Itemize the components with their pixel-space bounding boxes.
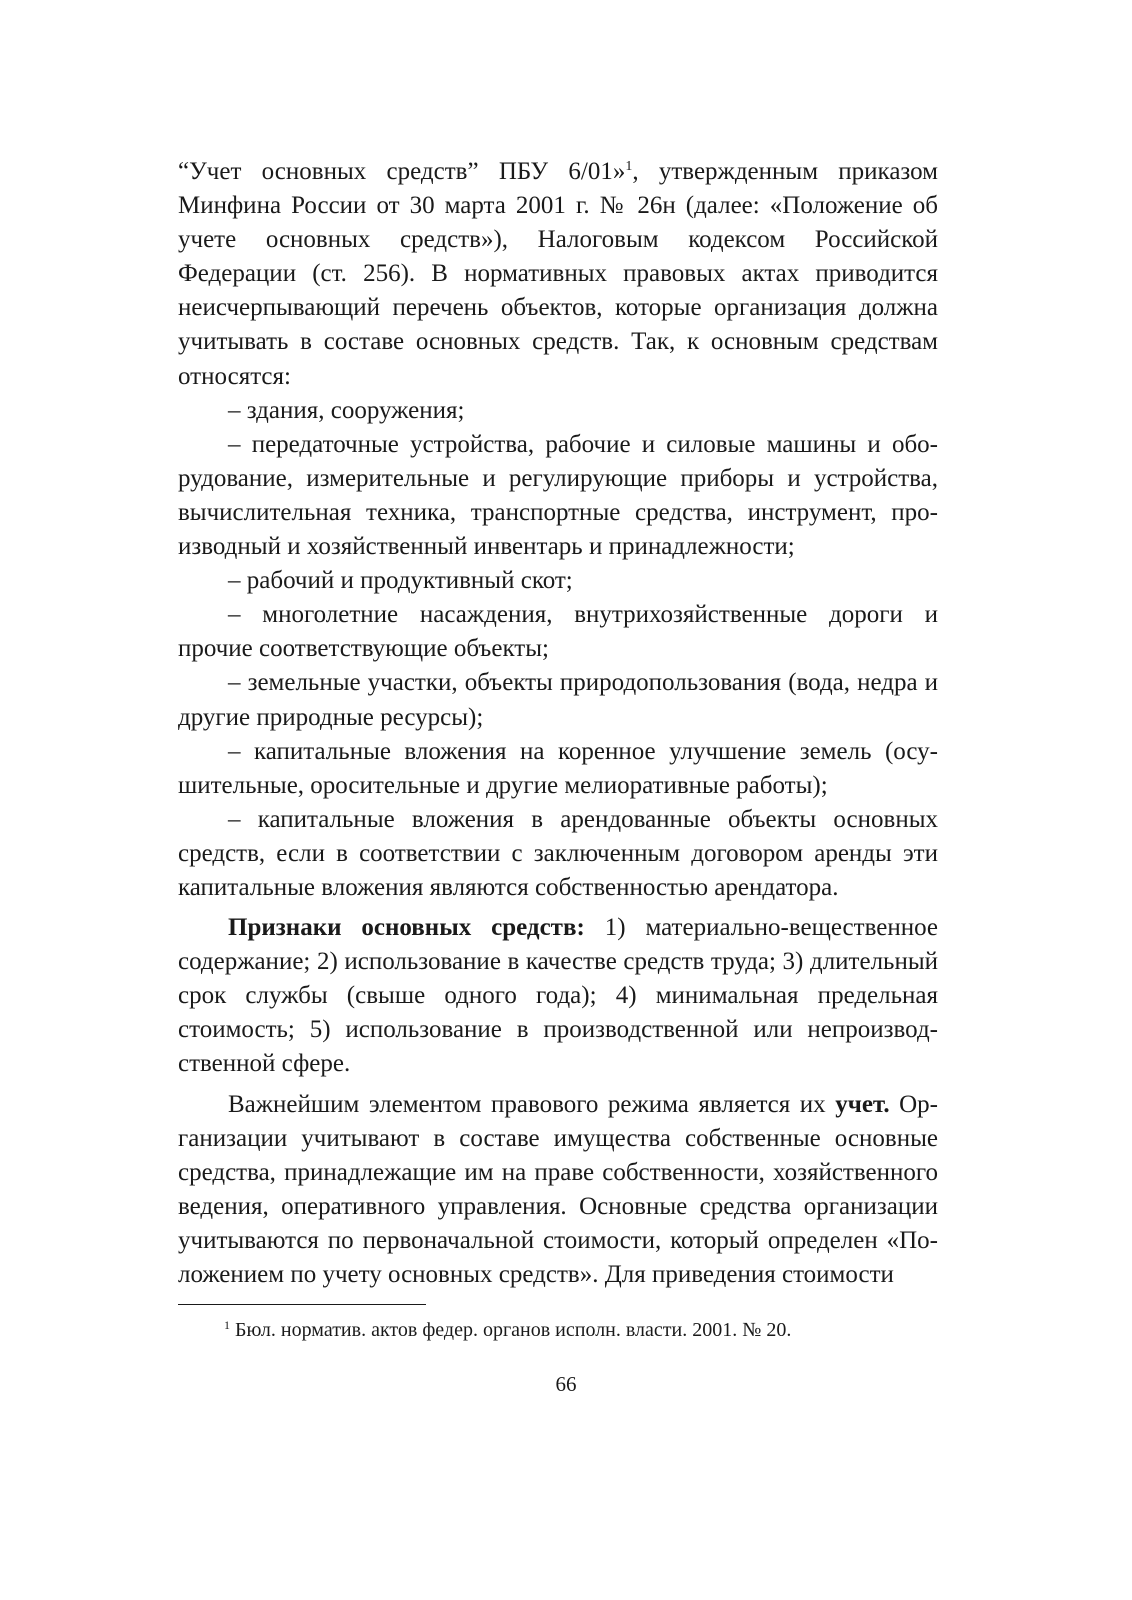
footnote-reference: 1 [625,159,633,174]
list-item-land: – земельные участки, объекты природопользования (вода, недра и другие природные ресурсы); [178,669,938,731]
features-paragraph [178,911,938,1081]
intro-text-end: , утвержденным приказом Минфина России от 30 марта 2001 г. № 26н (далее: «Положение об учете основных средств»), Налоговым кодексом Российской Федерации (ст. 256). В нормативных правовых актах приводится неисчерпывающий перечень объектов, которые организация должна учитывать в составе основных средств. Так, к основным средствам относятся: [178,158,938,390]
list-item-land-improvement: – капитальные вложения на коренное улучшение земель (осушительные, оросительные и другие мелиоративные работы); [178,737,938,799]
footnote [224,1317,944,1343]
list-item-leased-investments: – капитальные вложения в арендованные объекты основных средств, если в соответствии с заключенным договором аренды эти капитальные вложения являются собственностью арендатора. [178,805,938,901]
body-text [178,155,938,1292]
features-heading: Признаки основных средств: [228,914,585,942]
intro-paragraph [178,155,938,394]
footnote-marker: 1 [224,1318,230,1332]
list-item-livestock: – рабочий и продуктивный скот; [228,567,573,595]
accounting-keyword: учет. [835,1090,890,1118]
intro-text-start: “Учет основных средств” ПБУ 6/01» [178,158,626,185]
page-number: 66 [555,1372,577,1396]
list-item-buildings: – здания, сооружения; [228,396,465,424]
accounting-paragraph [178,1088,938,1293]
features-text: 1) материально-вещественное содержание; 2) использование в качестве средств труда; 3) длительный срок службы (свыше одного года); 4) минимальная предельная стоимость; 5) использование в производственной или непроизводственной сфере. [178,914,938,1078]
accounting-text-end: Организации учитывают в составе имущества собственные основные средства, принадлежащие им на праве собственности, хозяйственного ведения, оперативного управления. Основные средства организации учитываются по первоначальной стоимости, который определен «Положением по учету основных средств». Для приведения стоимости [178,1090,938,1288]
list-item-equipment: – передаточные устройства, рабочие и силовые машины и оборудование, измерительные и регулирующие приборы и устройства, вычислительная техника, транспортные средства, инструмент, производный и хозяйственный инвентарь и принадлежности; [178,430,938,561]
accounting-text-start: Важнейшим элементом правового режима является их [228,1090,836,1118]
list-item-plantings: – многолетние насаждения, внутрихозяйственные дороги и прочие соответствующие объекты; [178,601,938,663]
footnote-text: Бюл. норматив. актов федер. органов исполн. власти. 2001. № 20. [230,1319,792,1341]
footnote-divider [178,1304,426,1305]
